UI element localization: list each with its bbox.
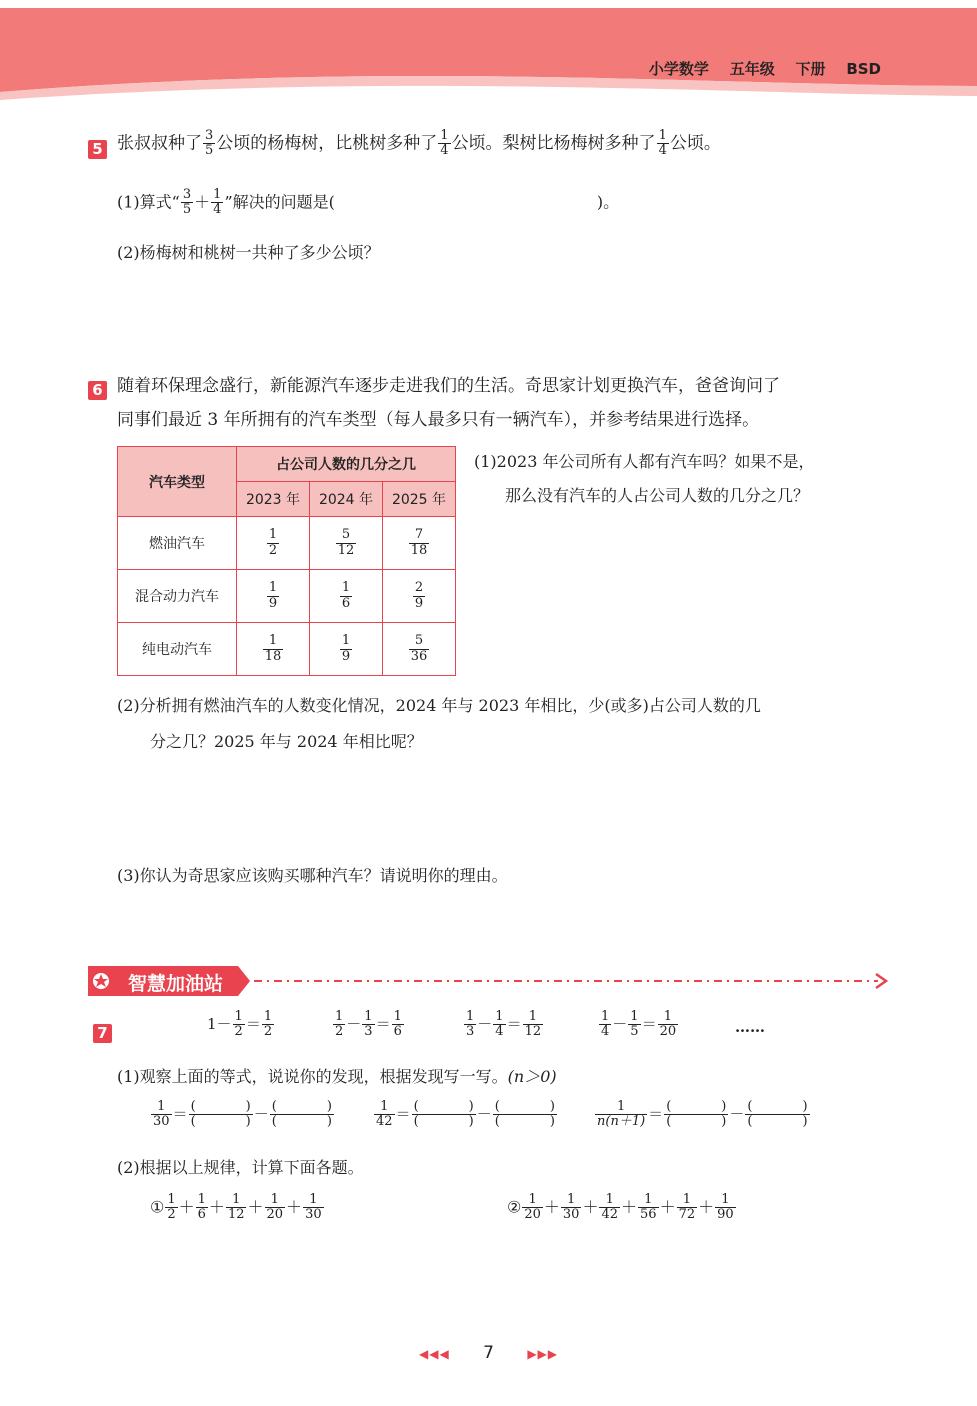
pattern-equation-2: $\frac{1}{2}$ － $\frac{1}{3}$ ＝ $\frac{1}{6}$ <box>335 1009 402 1040</box>
q5-p1-text: )。 <box>596 192 620 212</box>
left-arrows-icon: ◀◀◀ <box>418 1347 450 1361</box>
calc-item-1: ① $\frac{1}{2}$ ＋ $\frac{1}{6}$ ＋ $\frac{1}{12}$ ＋ $\frac{1}{20}$ ＋ $\frac{1}{30}$ <box>150 1192 322 1223</box>
q5-text: 公顷。 <box>669 133 721 154</box>
table-cell: $\frac{2}{9}$ <box>383 570 456 623</box>
table-row <box>118 570 456 623</box>
header-grade: 五年级 <box>729 60 775 78</box>
fraction: $\frac{1}{4}$ <box>658 128 667 159</box>
question-5-number: 5 <box>88 140 107 159</box>
fill-equation-3: $\frac{1}{n(n+1)}$ ＝ $\frac{( )}{( )}$ － $\frac{( )}{( )}$ <box>597 1099 808 1130</box>
table-header-year: 2023 年 <box>237 482 310 517</box>
q5-text: 张叔叔种了 <box>117 133 202 154</box>
fraction: $\frac{1}{4}$ <box>440 128 449 159</box>
q5-p1-text: (1)算式“ <box>117 192 180 212</box>
question-7-number: 7 <box>93 1024 112 1043</box>
item-marker: ① <box>150 1197 165 1217</box>
question-7-part-2: (2)根据以上规律，计算下面各题。 <box>117 1158 364 1177</box>
question-5-part-1: (1)算式“ $\frac{3}{5}$ ＋ $\frac{1}{4}$ ”解决的问题是( )。 <box>117 187 620 218</box>
fraction: $\frac{3}{5}$ <box>205 128 214 159</box>
question-6-part-2-line1: (2)分析拥有燃油汽车的人数变化情况，2024 年与 2023 年相比，少(或多)占公司人数的几 <box>117 696 761 715</box>
question-5-stem <box>117 129 721 159</box>
q7-p1-text: (1)观察上面的等式，说说你的发现，根据发现写一写。 <box>117 1067 508 1086</box>
table-header-type: 汽车类型 <box>118 447 237 517</box>
pattern-equation-1: 1－ $\frac{1}{2}$ ＝ $\frac{1}{2}$ <box>207 1009 273 1040</box>
table-cell: $\frac{5}{12}$ <box>310 517 383 570</box>
row-label: 燃油汽车 <box>118 517 237 570</box>
table-cell: $\frac{1}{9}$ <box>237 570 310 623</box>
fill-equation-2: $\frac{1}{42}$ ＝ $\frac{( )}{( )}$ － $\frac{( )}{( )}$ <box>376 1099 555 1130</box>
right-arrows-icon: ▶▶▶ <box>527 1347 558 1361</box>
header-banner <box>0 0 977 110</box>
table-header-group: 占公司人数的几分之几 <box>237 447 456 482</box>
question-6-stem-line2: 同事们最近 3 年所拥有的汽车类型（每人最多只有一辆汽车），并参考结果进行选择。 <box>117 410 760 430</box>
row-label: 纯电动汽车 <box>118 623 237 676</box>
header-volume: 下册 <box>795 60 826 78</box>
q5-text: 公顷。梨树比杨梅树多种了 <box>451 133 656 154</box>
header-edition: BSD <box>846 60 881 78</box>
question-6-part-2-line2: 分之几？2025 年与 2024 年相比呢？ <box>150 732 423 751</box>
table-cell: $\frac{1}{18}$ <box>237 623 310 676</box>
fill-equation-1: $\frac{1}{30}$ ＝ $\frac{( )}{( )}$ － $\frac{( )}{( )}$ <box>153 1099 332 1130</box>
table-row <box>118 623 456 676</box>
pattern-equation-4: $\frac{1}{4}$ － $\frac{1}{5}$ ＝ $\frac{1}{20}$ <box>601 1009 677 1040</box>
question-5-part-2: (2)杨梅树和桃树一共种了多少公顷？ <box>117 243 380 262</box>
table-cell: $\frac{1}{6}$ <box>310 570 383 623</box>
fraction: $\frac{3}{5}$ <box>182 187 192 218</box>
q7-condition: (n＞0) <box>507 1067 557 1086</box>
question-7-part-1 <box>117 1067 557 1086</box>
question-6-part-3: (3)你认为奇思家应该购买哪种汽车？请说明你的理由。 <box>117 866 508 885</box>
table-cell: $\frac{7}{18}$ <box>383 517 456 570</box>
q5-text: 公顷的杨梅树，比桃树多种了 <box>216 133 438 154</box>
tip-label: 智慧加油站 <box>128 973 224 995</box>
question-6-stem-line1: 随着环保理念盛行，新能源汽车逐步走进我们的生活。奇思家计划更换汽车，爸爸询问了 <box>117 376 780 396</box>
table-row <box>118 517 456 570</box>
q5-p1-text: ”解决的问题是( <box>224 192 335 212</box>
pattern-ellipsis: …… <box>735 1018 765 1036</box>
fraction: $\frac{1}{4}$ <box>213 187 222 218</box>
item-marker: ② <box>507 1197 522 1217</box>
question-6-part-1-line1: (1)2023 年公司所有人都有汽车吗？如果不是， <box>474 452 815 471</box>
page-number: 7 <box>483 1343 494 1363</box>
table-header-year: 2024 年 <box>310 482 383 517</box>
car-type-table <box>117 446 456 676</box>
table-header-year: 2025 年 <box>383 482 456 517</box>
table-cell: $\frac{1}{9}$ <box>310 623 383 676</box>
header-book-info <box>633 58 881 79</box>
pattern-equation-3: $\frac{1}{3}$ － $\frac{1}{4}$ ＝ $\frac{1}{12}$ <box>466 1009 542 1040</box>
question-6-number: 6 <box>88 381 107 400</box>
row-label: 混合动力汽车 <box>118 570 237 623</box>
table-cell: $\frac{1}{2}$ <box>237 517 310 570</box>
table-cell: $\frac{5}{36}$ <box>383 623 456 676</box>
question-6-part-1-line2: 那么没有汽车的人占公司人数的几分之几？ <box>505 486 810 505</box>
page-footer <box>0 1343 977 1363</box>
header-subject: 小学数学 <box>648 60 709 78</box>
calc-item-2: ② $\frac{1}{20}$ ＋ $\frac{1}{30}$ ＋ $\frac{1}{42}$ ＋ $\frac{1}{56}$ ＋ $\frac{1}{72}$ ＋ $\frac{1}{90}$ <box>507 1192 734 1223</box>
